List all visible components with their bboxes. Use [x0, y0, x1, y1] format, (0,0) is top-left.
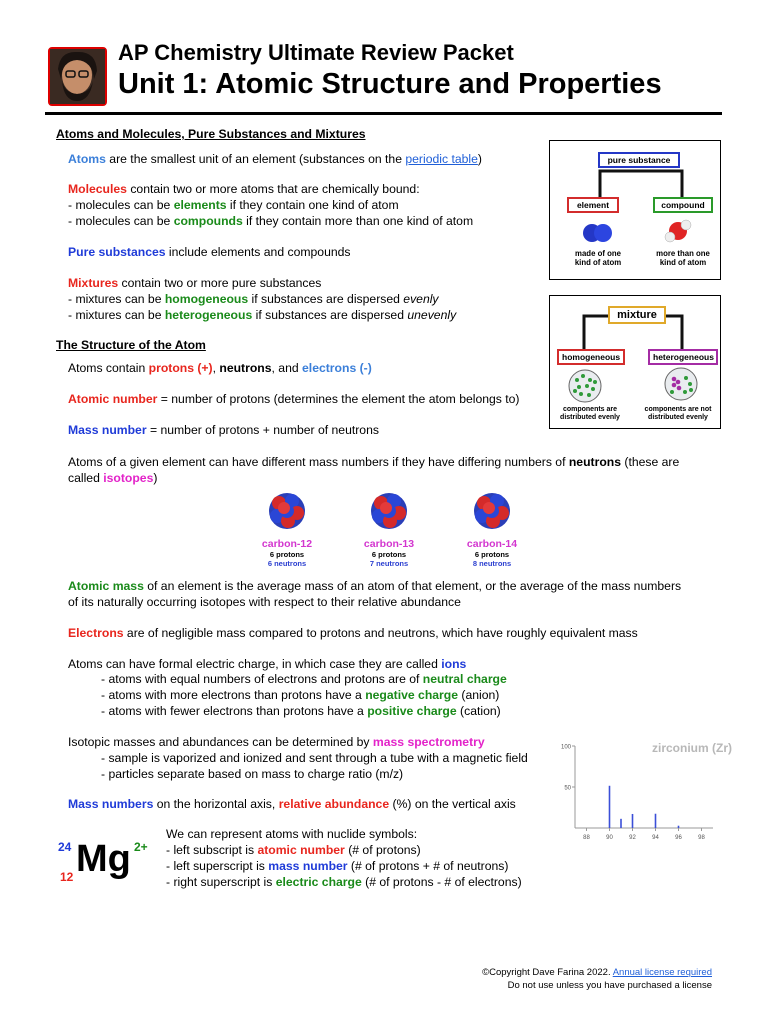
atomic-mass-line-2: of its naturally occurring isotopes with respect to their relative abundance: [68, 595, 461, 609]
atomic-number-definition: Atomic number = number of protons (determines the element the atom belongs to): [68, 392, 520, 406]
nuclide-charge-line: - right superscript is electric charge (# of protons - # of electrons): [166, 875, 522, 889]
mixtures-heterogeneous-line: - mixtures can be heterogeneous if substances are dispersed unevenly: [68, 308, 457, 322]
x-tick-label: 88: [583, 835, 590, 841]
chart-axes: [575, 746, 713, 828]
isotope-carbon-14: carbon-14 6 protons 8 neutrons: [466, 538, 518, 568]
ions-positive-line: - atoms with fewer electrons than protons have a positive charge (cation): [101, 704, 501, 718]
homogeneous-label: homogeneous: [557, 349, 625, 365]
copyright-line: ©Copyright Dave Farina 2022. Annual license required: [482, 967, 712, 978]
heterogeneous-label: heterogeneous: [648, 349, 718, 365]
mass-spec-axes-line: Mass numbers on the horizontal axis, relative abundance (%) on the vertical axis: [68, 797, 516, 811]
x-tick-label: 96: [675, 835, 682, 841]
pure-substance-label: pure substance: [598, 152, 680, 168]
nuclide-intro: We can represent atoms with nuclide symbols:: [166, 827, 418, 841]
pure-substance-diagram: [549, 140, 721, 280]
mass-spectrometry-definition: Isotopic masses and abundances can be determined by mass spectrometry: [68, 735, 485, 749]
homogeneous-caption: components are distributed evenly: [560, 406, 620, 421]
chart-bars: [610, 786, 679, 828]
nuclide-element-symbol: Mg: [76, 838, 131, 880]
heterogeneous-caption: components are not distributed evenly: [644, 406, 712, 421]
section-heading-atoms-molecules: Atoms and Molecules, Pure Substances and Mixtures: [56, 127, 366, 141]
x-tick-label: 94: [652, 835, 659, 841]
mixtures-homogeneous-line: - mixtures can be homogeneous if substances are dispersed evenly: [68, 292, 439, 306]
author-avatar: [48, 47, 107, 106]
nuclide-mass-number: 24: [58, 840, 72, 854]
molecules-compounds-line: - molecules can be compounds if they contain more than one kind of atom: [68, 214, 474, 228]
x-tick-label: 98: [698, 835, 705, 841]
nuclide-atomic-number: 12: [60, 870, 74, 884]
unit-title: Unit 1: Atomic Structure and Properties: [118, 68, 662, 100]
mass-spec-step-1: - sample is vaporized and ionized and sent through a tube with a magnetic field: [101, 751, 528, 765]
license-link[interactable]: Annual license required: [612, 967, 712, 978]
ions-negative-line: - atoms with more electrons than protons have a negative charge (anion): [101, 688, 500, 702]
nuclide-superscript-line: - left superscript is mass number (# of protons + # of neutrons): [166, 859, 509, 873]
element-label: element: [567, 197, 619, 213]
molecules-definition: Molecules contain two or more atoms that are chemically bound:: [68, 182, 420, 196]
periodic-table-link[interactable]: periodic table: [405, 152, 478, 166]
magnesium-nuclide-symbol: [56, 836, 156, 892]
mass-spec-step-2: - particles separate based on mass to charge ratio (m/z): [101, 767, 404, 781]
nuclide-charge: 2+: [134, 840, 148, 854]
atomic-mass-line-1: Atomic mass of an element is the average mass of an atom of that element, or the average of the mass numbers: [68, 579, 682, 593]
mixtures-definition: Mixtures contain two or more pure substances: [68, 276, 322, 290]
isotope-carbon-13: carbon-13 6 protons 7 neutrons: [363, 538, 415, 568]
atom-particles-line: Atoms contain protons (+), neutrons, and electrons (-): [68, 361, 372, 375]
ions-definition: Atoms can have formal electric charge, in which case they are called ions: [68, 657, 467, 671]
molecules-elements-line: - molecules can be elements if they contain one kind of atom: [68, 198, 399, 212]
y-tick-label: 100: [560, 744, 571, 751]
compound-label: compound: [653, 197, 713, 213]
x-tick-label: 92: [629, 835, 636, 841]
zirconium-mass-spectrum: [553, 733, 732, 848]
mass-number-definition: Mass number = number of protons + number of neutrons: [68, 423, 379, 437]
mixture-label: mixture: [608, 306, 666, 324]
isotope-carbon-12: carbon-12 6 protons 6 neutrons: [261, 538, 313, 568]
chart-title: zirconium (Zr): [652, 741, 732, 755]
isotopes-line-2: called isotopes): [68, 471, 158, 485]
section-heading-atom-structure: The Structure of the Atom: [56, 338, 206, 352]
electrons-definition: Electrons are of negligible mass compared to protons and neutrons, which have roughly equivalent mass: [68, 626, 638, 640]
packet-title: AP Chemistry Ultimate Review Packet: [118, 40, 514, 65]
atoms-definition: Atoms are the smallest unit of an element (substances on the periodic table): [68, 152, 482, 166]
isotopes-line-1: Atoms of a given element can have different mass numbers if they have differing numbers of neutrons (these are: [68, 455, 680, 469]
license-notice: Do not use unless you have purchased a license: [507, 980, 712, 991]
pure-substances-definition: Pure substances include elements and compounds: [68, 245, 351, 259]
nuclide-subscript-line: - left subscript is atomic number (# of protons): [166, 843, 421, 857]
compound-caption: more than one kind of atom: [656, 249, 710, 267]
carbon-isotopes-figure: [232, 486, 552, 572]
y-tick-label: 50: [564, 785, 571, 792]
ions-neutral-line: - atoms with equal numbers of electrons and protons are of neutral charge: [101, 672, 507, 686]
x-tick-label: 90: [606, 835, 613, 841]
element-caption: made of one kind of atom: [574, 249, 622, 267]
mixture-diagram: [549, 295, 721, 429]
header-divider: [45, 112, 722, 115]
